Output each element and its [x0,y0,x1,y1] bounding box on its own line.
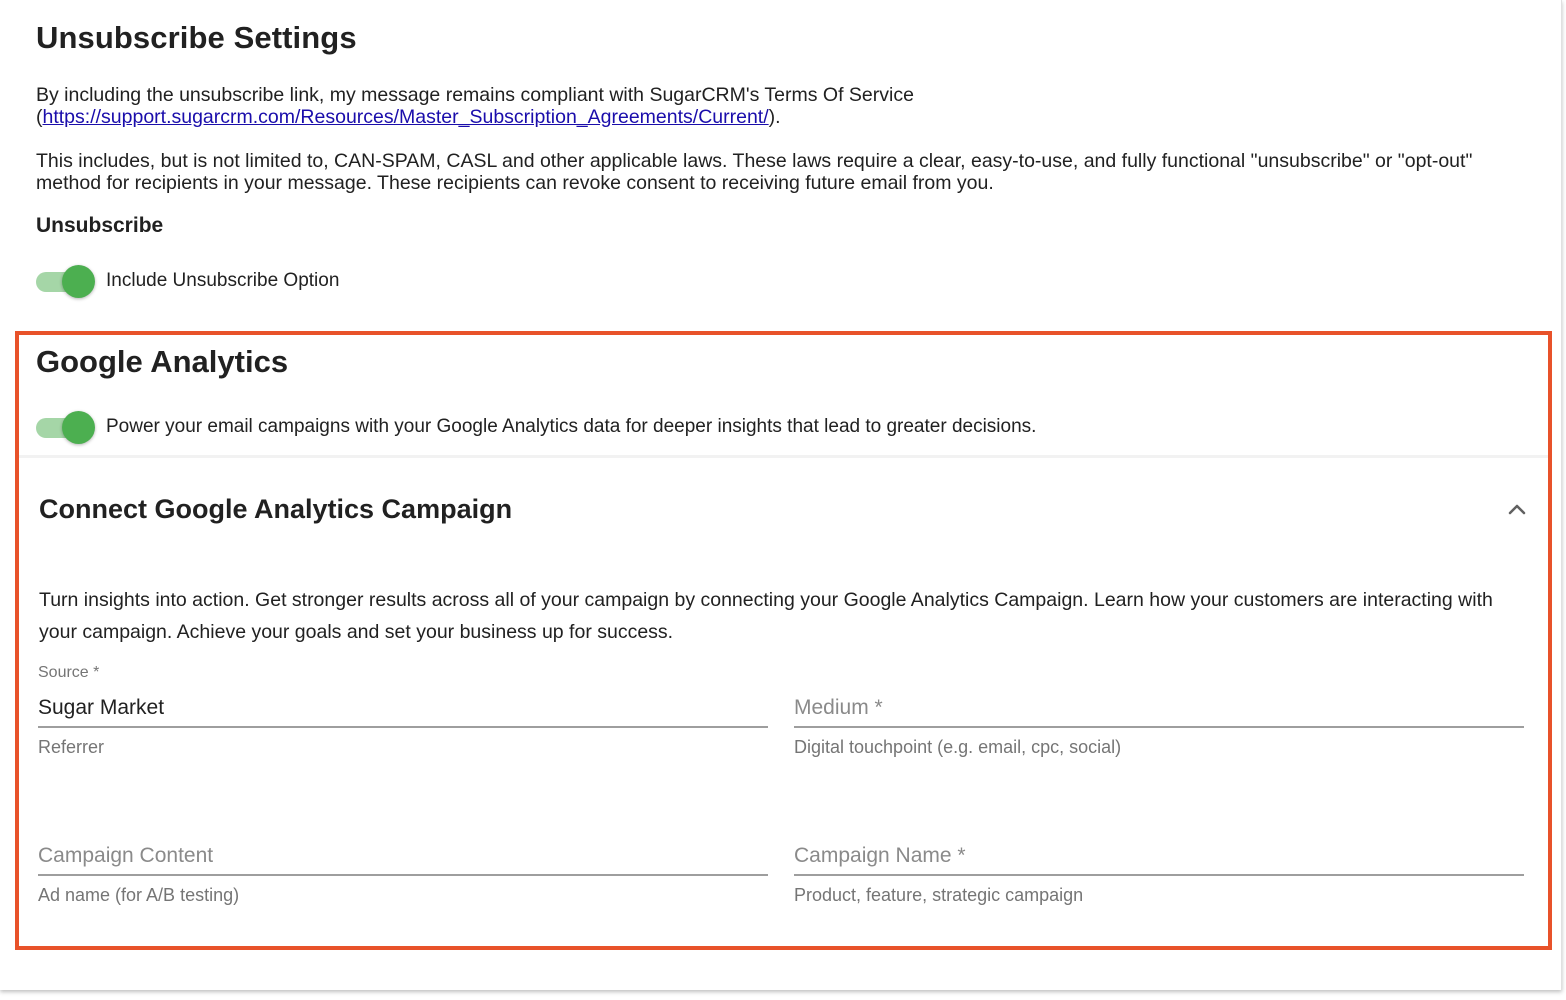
connect-campaign-description: Turn insights into action. Get stronger results across all of your campaign by connecting your Google Analytics Campaign. Learn how your customers are interacting with your campaign. Achieve your goals and set your business up for success. [39,589,1493,643]
source-label: Source * [38,664,100,681]
source-helper-text: Referrer [38,737,105,757]
terms-text-before: By including the unsubscribe link, my message remains compliant with SugarCRM's Terms Of Service ( [36,84,914,128]
google-analytics-toggle[interactable] [36,410,94,444]
section-divider [19,455,1548,458]
unsubscribe-settings-title: Unsubscribe Settings [36,20,357,55]
chevron-up-icon[interactable] [1504,496,1530,522]
google-analytics-toggle-label: Power your email campaigns with your Google Analytics data for deeper insights that lead to greater decisions. [106,416,1037,437]
medium-input[interactable] [794,690,1524,728]
terms-text-after: ). [768,106,781,128]
campaign-name-input[interactable] [794,838,1524,876]
connect-campaign-title: Connect Google Analytics Campaign [39,494,513,524]
campaign-content-input[interactable] [38,838,768,876]
toggle-thumb [62,265,95,298]
compliance-paragraph: This includes, but is not limited to, CAN-SPAM, CASL and other applicable laws. These laws require a clear, easy-to-use, and fully functional "unsubscribe" or "opt-out" method for recipients in your message. These recipients can revoke consent to receiving future email from you. [36,150,1473,194]
source-input[interactable] [38,690,768,728]
include-unsubscribe-label: Include Unsubscribe Option [106,270,340,291]
unsubscribe-label: Unsubscribe [36,214,164,237]
terms-of-service-paragraph [36,84,1516,128]
campaign-name-helper-text: Product, feature, strategic campaign [794,885,1084,905]
campaign-content-helper-text: Ad name (for A/B testing) [38,885,240,905]
include-unsubscribe-toggle[interactable] [36,264,94,298]
google-analytics-title: Google Analytics [36,344,289,379]
terms-of-service-link[interactable]: https://support.sugarcrm.com/Resources/Master_Subscription_Agreements/Current/ [42,106,769,128]
medium-helper-text: Digital touchpoint (e.g. email, cpc, social) [794,737,1122,757]
toggle-thumb [62,411,95,444]
